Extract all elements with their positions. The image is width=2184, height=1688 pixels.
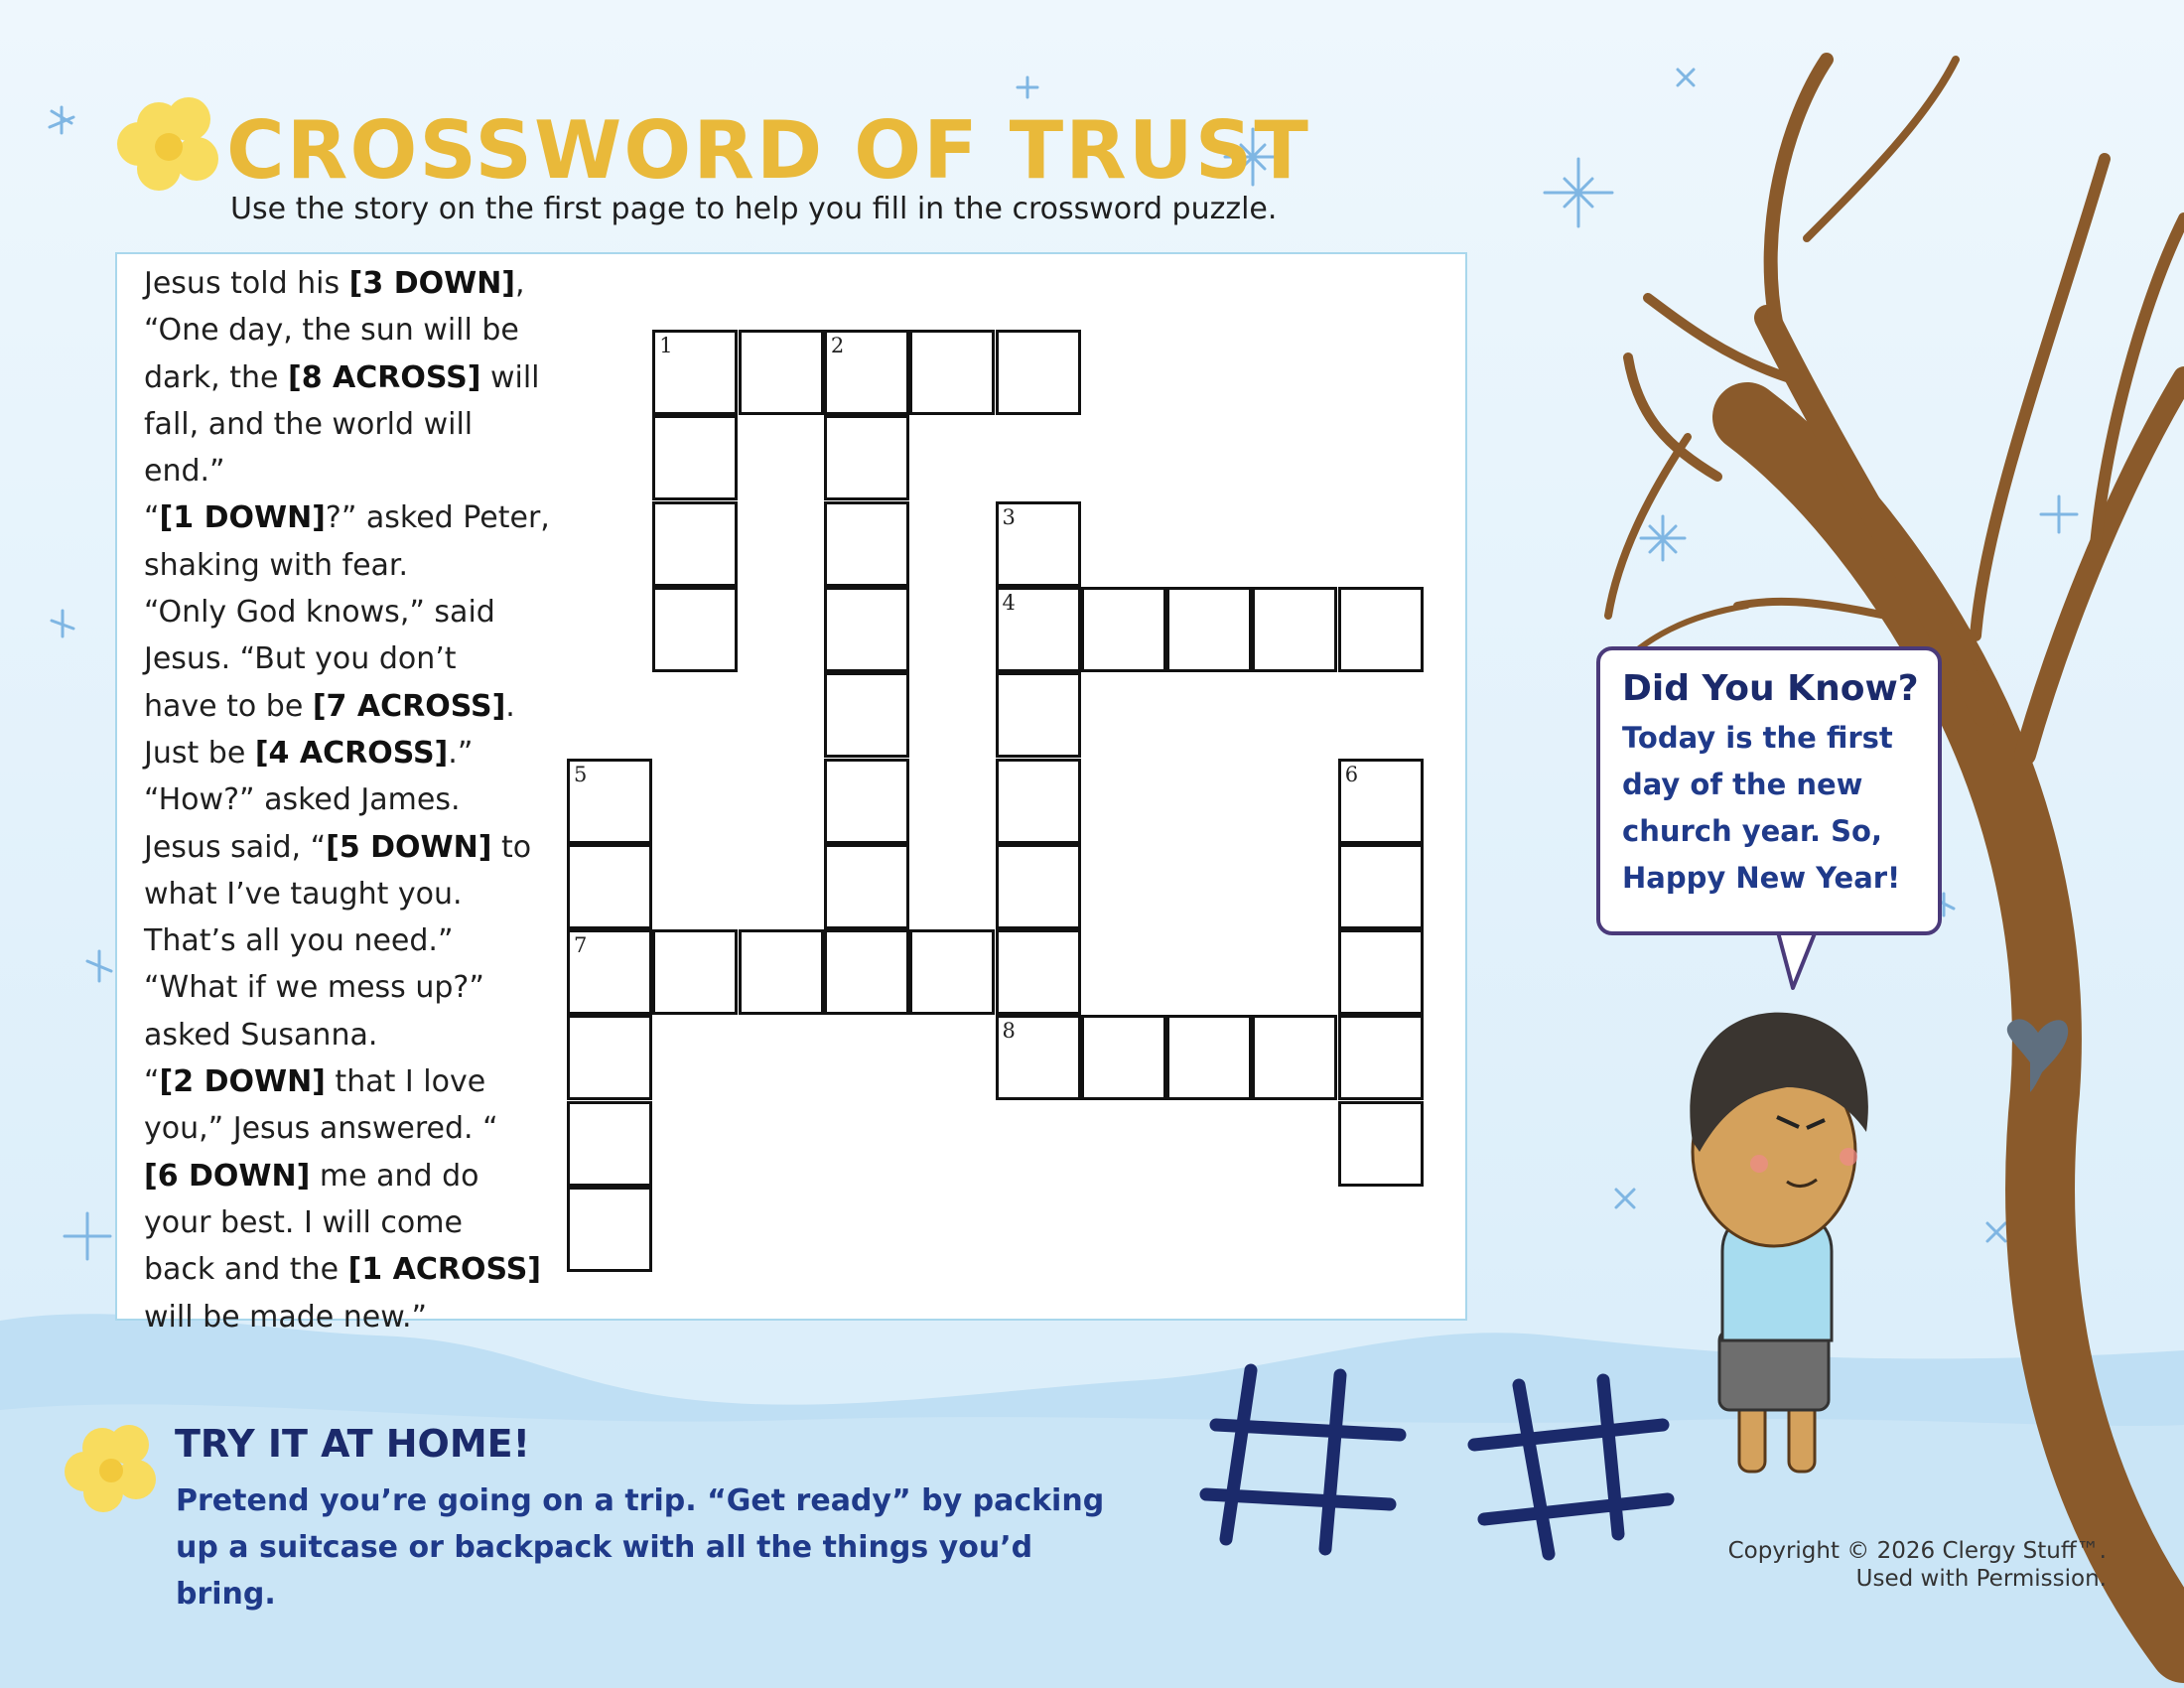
story-line (144, 1199, 561, 1246)
story-text-segment: you,” Jesus answered. “ (144, 1111, 498, 1147)
story-text-segment: what I’ve taught you. (144, 876, 463, 912)
story-line (144, 354, 561, 401)
crossword-clue-number: 8 (1002, 1019, 1016, 1044)
clue-reference: [6 DOWN] (144, 1158, 311, 1194)
clue-reference: [8 ACROSS] (287, 359, 481, 395)
story-line (144, 260, 561, 307)
story-text-segment: “One day, the sun will be (144, 313, 519, 349)
did-you-know-title: Did You Know? (1622, 668, 1919, 709)
clue-reference: [5 DOWN] (326, 829, 492, 865)
crossword-clue-number: 6 (1344, 762, 1359, 786)
clue-reference: [3 DOWN] (348, 266, 516, 301)
story-text-segment: “What if we mess up?” (144, 970, 484, 1006)
page-subtitle: Use the story on the first page to help you fill in the crossword puzzle. (230, 192, 1278, 226)
clue-reference: [2 DOWN] (159, 1064, 326, 1100)
story-line (144, 1153, 561, 1199)
story-text-segment: dark, the (144, 359, 288, 395)
copyright-notice (1728, 1537, 2107, 1593)
story-text-segment: “ (144, 500, 160, 536)
story-line (144, 730, 561, 776)
story-text-segment: “Only God knows,” said (144, 595, 495, 631)
story-text (144, 260, 561, 1340)
copyright-line-2: Used with Permission. (1855, 1566, 2107, 1592)
story-text-segment: “How?” asked James. (144, 782, 461, 818)
crossword-clue-number: 2 (830, 334, 845, 357)
story-line (144, 542, 561, 589)
story-line (144, 776, 561, 823)
story-line (144, 683, 561, 730)
story-text-segment: ?” asked Peter, (325, 500, 550, 536)
clue-reference: [1 DOWN] (159, 500, 326, 536)
story-text-segment: , (515, 266, 525, 301)
clue-reference: [4 ACROSS] (254, 735, 449, 771)
story-line (144, 1105, 561, 1152)
story-text-segment: your best. I will come (144, 1204, 463, 1240)
clue-reference: [7 ACROSS] (312, 688, 506, 724)
crossword-clue-number: 1 (659, 334, 673, 357)
story-text-segment: Just be (144, 735, 255, 771)
page-title: CROSSWORD OF TRUST (226, 104, 1310, 197)
story-line (144, 401, 561, 495)
story-text-segment: Jesus. “But you don’t (144, 641, 457, 677)
try-at-home-text: Pretend you’re going on a trip. “Get ready” by packing up a suitcase or backpack with all the things you’d bring. (176, 1483, 1105, 1612)
story-line (144, 1058, 561, 1105)
story-text-segment: back and the (144, 1252, 348, 1288)
story-text-segment: will (480, 359, 540, 395)
story-text-segment: “ (144, 1064, 160, 1100)
story-text-segment: have to be (144, 688, 313, 724)
crossword-clue-number: 4 (1002, 590, 1016, 615)
story-line (144, 1294, 561, 1340)
story-line (144, 917, 561, 964)
story-text-segment: That’s all you need.” (144, 923, 454, 959)
story-line (144, 964, 561, 1011)
story-text-segment: me and do (310, 1158, 479, 1194)
story-text-segment: . (505, 688, 515, 724)
story-line (144, 589, 561, 635)
try-at-home-title: TRY IT AT HOME! (175, 1422, 530, 1466)
story-line (144, 871, 561, 917)
story-line (144, 1012, 561, 1058)
did-you-know-text: Today is the first day of the new church year. So, Happy New Year! (1622, 721, 1901, 895)
did-you-know-bubble (1596, 646, 1942, 935)
story-line (144, 307, 561, 353)
story-text-segment: will be made new.” (144, 1299, 428, 1335)
crossword-clue-number: 3 (1002, 504, 1016, 529)
story-text-segment: fall, and the world will end.” (144, 406, 474, 490)
story-text-segment: that I love (325, 1064, 486, 1100)
story-line (144, 1246, 561, 1293)
story-text-segment: Jesus told his (144, 266, 349, 301)
story-text-segment: to (491, 829, 532, 865)
story-line (144, 635, 561, 682)
crossword-clue-number: 7 (574, 933, 588, 958)
story-line (144, 824, 561, 871)
copyright-line-1: Copyright © 2026 Clergy Stuff™. (1727, 1538, 2107, 1564)
story-text-segment: asked Susanna. (144, 1017, 378, 1053)
crossword-clue-number: 5 (574, 762, 588, 786)
story-text-segment: shaking with fear. (144, 547, 409, 583)
story-text-segment: Jesus said, “ (144, 829, 327, 865)
story-text-segment: .” (448, 735, 474, 771)
story-line (144, 494, 561, 541)
clue-reference: [1 ACROSS] (347, 1252, 542, 1288)
